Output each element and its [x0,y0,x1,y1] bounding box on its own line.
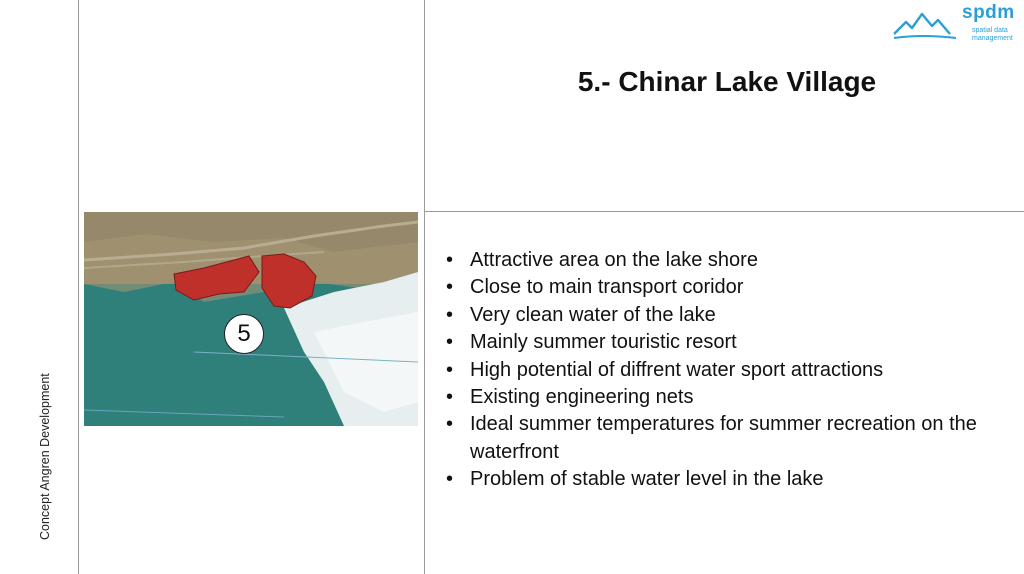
feature-list [446,247,1006,494]
map-marker: 5 [224,314,264,354]
list-item: • Existing engineering nets [446,384,1006,411]
sidebar-label: Concept Angren Development [38,373,52,540]
list-item: • Very clean water of the lake [446,302,1006,329]
left-divider [78,0,79,574]
logo-name: spdm [962,2,1015,23]
list-item: • High potential of diffrent water sport attractions [446,357,1006,384]
list-item: • Close to main transport coridor [446,274,1006,301]
list-item: • Attractive area on the lake shore [446,247,1006,274]
list-item: • Problem of stable water level in the lake [446,466,1006,493]
horizontal-divider [424,211,1024,212]
page-title: 5.- Chinar Lake Village [577,66,877,97]
logo-subtitle: spatial data [972,27,1008,34]
list-item: • Mainly summer touristic resort [446,329,1006,356]
logo-subtitle-2: management [972,35,1013,42]
list-item: • Ideal summer temperatures for summer recreation on the waterfront [446,411,1006,466]
middle-divider [424,0,425,574]
